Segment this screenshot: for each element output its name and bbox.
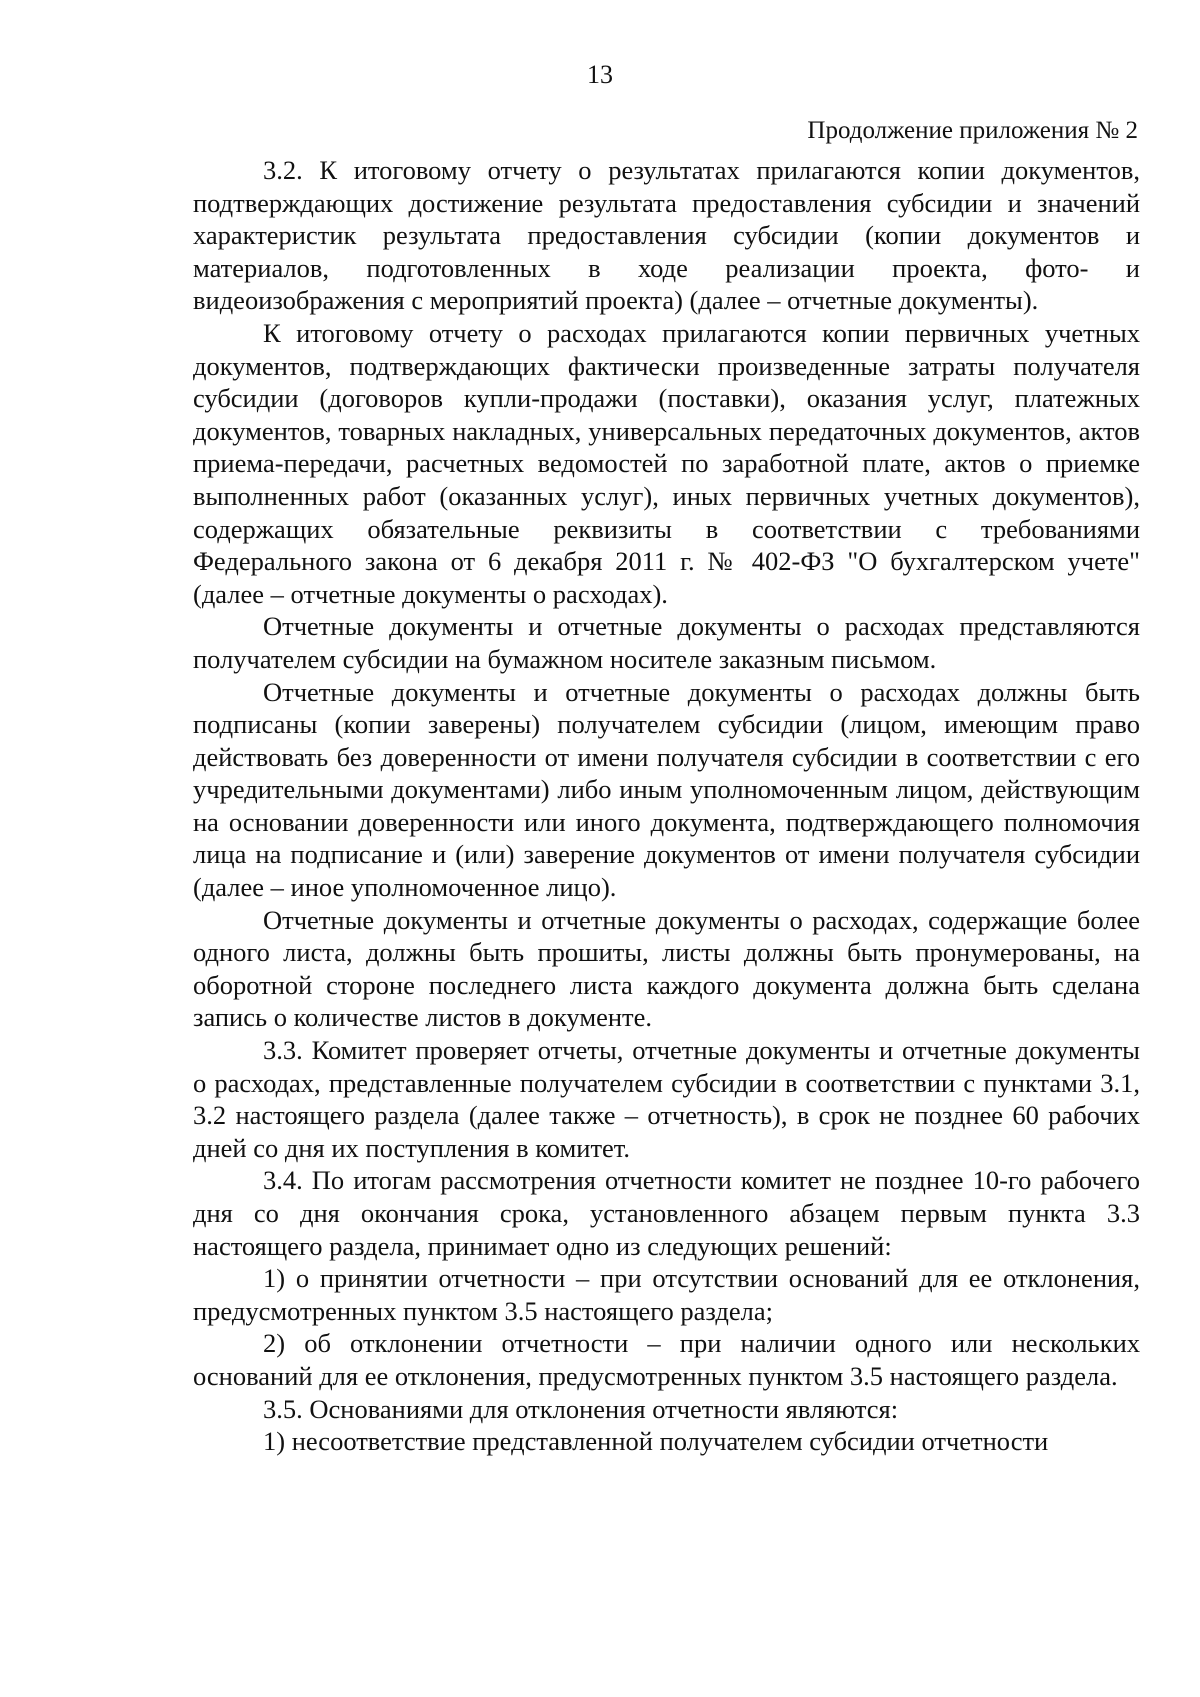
document-body	[193, 154, 1140, 1458]
paragraph-3-2: 3.2. К итоговому отчету о результатах прилагаются копии документов, подтверждающих достижение результата предоставления субсидии и значений характеристик результата предоставления субсидии (копии документов и материалов, подготовленных в ходе реализации проекта, фото- и видеоизображения с мероприятий проекта) (далее – отчетные документы).	[193, 155, 1140, 316]
paragraph-submission-method: Отчетные документы и отчетные документы о расходах представляются получателем субсидии на бумажном носителе заказным письмом.	[193, 611, 1140, 674]
paragraph-expense-report-attachments: К итоговому отчету о расходах прилагаются копии первичных учетных документов, подтверждающих фактически произведенные затраты получателя субсидии (договоров купли-продажи (поставки), оказания услуг, платежных документов, товарных накладных, универсальных передаточных документов, актов приема-передачи, расчетных ведомостей по заработной плате, актов о приемке выполненных работ (оказанных услуг), иных первичных учетных документов), содержащих обязательные реквизиты в соответствии с требованиями Федерального закона от 6 декабря 2011 г. № 402-ФЗ "О бухгалтерском учете" (далее – отчетные документы о расходах).	[193, 317, 1140, 609]
list-item-accept-report: 1) о принятии отчетности – при отсутствии оснований для ее отклонения, предусмотренных пунктом 3.5 настоящего раздела;	[193, 1263, 1140, 1326]
list-item-reject-report: 2) об отклонении отчетности – при наличии одного или нескольких оснований для ее отклонения, предусмотренных пунктом 3.5 настоящего раздела.	[193, 1328, 1140, 1391]
page-number: 13	[587, 60, 613, 89]
paragraph-3-5: 3.5. Основаниями для отклонения отчетности являются:	[263, 1393, 899, 1424]
paragraph-3-3: 3.3. Комитет проверяет отчеты, отчетные документы и отчетные документы о расходах, представленные получателем субсидии в соответствии с пунктами 3.1, 3.2 настоящего раздела (далее также – отчетность), в срок не позднее 60 рабочих дней со дня их поступления в комитет.	[193, 1035, 1140, 1163]
paragraph-signing-requirements: Отчетные документы и отчетные документы о расходах должны быть подписаны (копии заверены) получателем субсидии (лицом, имеющим право действовать без доверенности от имени получателя субсидии в соответствии с его учредительными документами) либо иным уполномоченным лицом, действующим на основании доверенности или иного документа, подтверждающего полномочия лица на подписание и (или) заверение документов от имени получателя субсидии (далее – иное уполномоченное лицо).	[193, 676, 1140, 903]
list-item-rejection-ground-1: 1) несоответствие представленной получателем субсидии отчетности	[263, 1426, 1049, 1457]
paragraph-3-4: 3.4. По итогам рассмотрения отчетности комитет не позднее 10-го рабочего дня со дня окончания срока, установленного абзацем первым пункта 3.3 настоящего раздела, принимает одно из следующих решений:	[193, 1165, 1140, 1261]
paragraph-binding-requirements: Отчетные документы и отчетные документы о расходах, содержащие более одного листа, должны быть прошиты, листы должны быть пронумерованы, на оборотной стороне последнего листа каждого документа должна быть сделана запись о количестве листов в документе.	[193, 904, 1140, 1033]
appendix-continuation-note: Продолжение приложения № 2	[807, 117, 1138, 144]
